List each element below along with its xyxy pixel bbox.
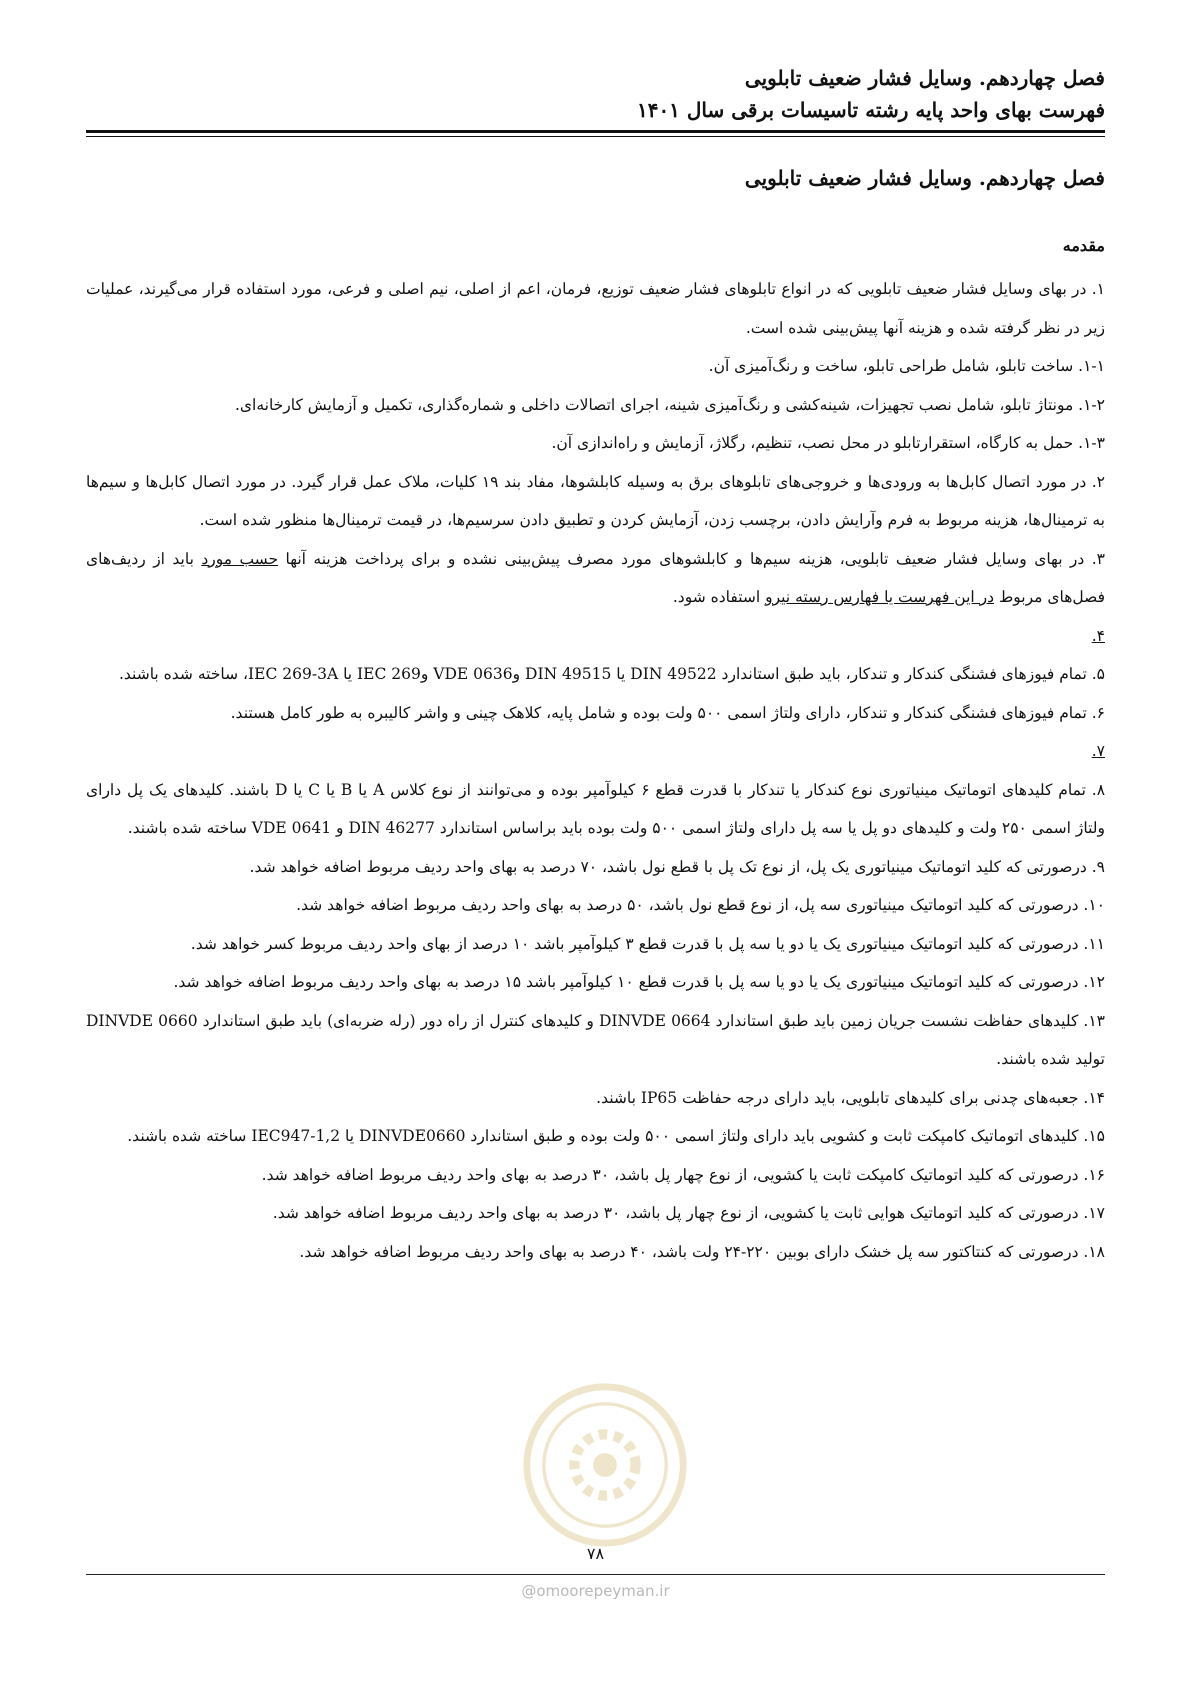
chapter-title: فصل چهاردهم. وسایل فشار ضعیف تابلویی: [744, 166, 1105, 190]
page-number: ۷۸: [586, 1544, 605, 1563]
header-chapter: فصل چهاردهم. وسایل فشار ضعیف تابلویی: [744, 66, 1105, 90]
paragraph-3-text-c: استفاده شود.: [672, 588, 766, 606]
paragraph-3-text-a: ۳. در بهای وسایل فشار ضعیف تابلویی، هزینه سیم‌ها و کابلشوهای مورد مصرف پیش‌بینی نشده و برای پرداخت هزینه آنها: [278, 549, 1105, 568]
paragraph-12: ۱۲. درصورتی که کلید اتوماتیک مینیاتوری یک یا دو یا سه پل با قدرت قطع ۱۰ کیلوآمپر باشد ۱۵ درصد به بهای واحد ردیف مربوط اضافه خواهد شد.: [173, 973, 1105, 991]
paragraph-3: [86, 540, 1105, 617]
paragraph-16: ۱۶. درصورتی که کلید اتوماتیک کامپکت ثابت یا کشویی، از نوع چهار پل باشد، ۳۰ درصد به بهای واحد ردیف مربوط اضافه خواهد شد.: [261, 1165, 1105, 1184]
paragraph-7-removed: ۷.: [1091, 742, 1105, 760]
watermark-url: @omoorepeyman.ir: [521, 1582, 670, 1600]
section-heading-introduction: مقدمه: [1062, 236, 1105, 255]
running-header: [86, 62, 1105, 126]
paragraph-13: ۱۳. کلیدهای حفاظت نشست جریان زمین باید طبق استاندارد DINVDE 0664 و کلیدهای کنترل از راه دور (رله ضربه‌ای) باید طبق استاندارد DINVDE 0660 تولید شده باشند.: [86, 1011, 1105, 1068]
header-rule-thin: [86, 136, 1105, 137]
paragraph-15: ۱۵. کلیدهای اتوماتیک کامپکت ثابت و کشویی باید دارای ولتاژ اسمی ۵۰۰ ولت بوده و طبق استاندارد DINVDE0660 یا IEC947-1,2 ساخته شده باشند.: [127, 1127, 1105, 1145]
paragraph-3-underlined-1: حسب مورد: [201, 549, 279, 568]
paragraph-9: ۹. درصورتی که کلید اتوماتیک مینیاتوری یک پل، از نوع تک پل با قطع نول باشد، ۷۰ درصد به بهای واحد ردیف مربوط اضافه خواهد شد.: [249, 857, 1105, 876]
paragraph-4-removed: ۴.: [1091, 626, 1105, 645]
header-rule-thick: [86, 130, 1105, 133]
paragraph-2: ۲. در مورد اتصال کابل‌ها به ورودی‌ها و خروجی‌های تابلوهای برق به وسیله کابلشوها، مفاد بند ۱۹ کلیات، ملاک عمل قرار گیرد. در مورد اتصال کابل‌ها و سیم‌ها به ترمینال‌ها، هزینه مربوط به فرم وآرایش دادن، برچسب زدن، آزمایش کردن و تطبیق دادن سرسیم‌ها، در قیمت ترمینال‌ها منظور شده است.: [86, 472, 1105, 529]
paragraph-1-3: ۱-۳. حمل به کارگاه، استقرارتابلو در محل نصب، تنظیم، رگلاژ، آزمایش و راه‌اندازی آن.: [551, 434, 1105, 452]
body-text: [86, 270, 1105, 1271]
paragraph-8: ۸. تمام کلیدهای اتوماتیک مینیاتوری نوع کندکار یا تندکار با قدرت قطع ۶ کیلوآمپر بوده و می‌توانند از نوع کلاس A یا B یا C یا D باشند. کلیدهای یک پل دارای ولتاژ اسمی ۲۵۰ ولت و کلیدهای دو پل یا سه پل دارای ولتاژ اسمی ۵۰۰ ولت بوده باید براساس استاندارد DIN 46277 و VDE 0641 ساخته شده باشند.: [86, 780, 1106, 837]
paragraph-1-2: ۱-۲. مونتاژ تابلو، شامل نصب تجهیزات، شینه‌کشی و رنگ‌آمیزی شینه، اجرای اتصالات داخلی و شماره‌گذاری، تکمیل و آزمایش کارخانه‌ای.: [234, 395, 1105, 414]
footer-rule: [86, 1574, 1105, 1575]
paragraph-17: ۱۷. درصورتی که کلید اتوماتیک هوایی ثابت یا کشویی، از نوع چهار پل باشد، ۳۰ درصد به بهای واحد ردیف مربوط اضافه خواهد شد.: [272, 1204, 1105, 1222]
paragraph-3-text-b: باید از ردیف‌های فصل‌های مربوط: [86, 549, 1105, 606]
paragraph-1: ۱. در بهای وسایل فشار ضعیف تابلویی که در انواع تابلوهای فشار ضعیف توزیع، فرمان، اعم از اصلی، نیم اصلی و فرعی، مورد استفاده قرار می‌گیرند، عملیات زیر در نظر گرفته شده و هزینه آنها پیش‌بینی شده است.: [86, 280, 1105, 337]
paragraph-10: ۱۰. درصورتی که کلید اتوماتیک مینیاتوری سه پل، از نوع قطع نول باشد، ۵۰ درصد به بهای واحد ردیف مربوط اضافه خواهد شد.: [296, 896, 1105, 914]
paragraph-1-1: ۱-۱. ساخت تابلو، شامل طراحی تابلو، ساخت و رنگ‌آمیزی آن.: [708, 357, 1105, 375]
paragraph-18: ۱۸. درصورتی که کنتاکتور سه پل خشک دارای بوبین ۲۲۰-۲۴ ولت باشد، ۴۰ درصد به بهای واحد ردیف مربوط اضافه خواهد شد.: [299, 1242, 1105, 1261]
paragraph-11: ۱۱. درصورتی که کلید اتوماتیک مینیاتوری یک یا دو یا سه پل با قدرت قطع ۳ کیلوآمپر باشد ۱۰ درصد از بهای واحد ردیف مربوط کسر خواهد شد.: [190, 934, 1105, 953]
header-document-title: فهرست بهای واحد پایه رشته تاسیسات برقی سال ۱۴۰۱: [636, 98, 1105, 122]
paragraph-6: ۶. تمام فیوزهای فشنگی کندکار و تندکار، دارای ولتاژ اسمی ۵۰۰ ولت بوده و شامل پایه، کلاهک چینی و واشر کالیبره به طور کامل هستند.: [230, 703, 1105, 722]
paragraph-14: ۱۴. جعبه‌های چدنی برای کلیدهای تابلویی، باید دارای درجه حفاظت IP65 باشند.: [596, 1088, 1105, 1107]
seal-watermark-icon: [520, 1380, 690, 1550]
paragraph-5: ۵. تمام فیوزهای فشنگی کندکار و تندکار، باید طبق استاندارد DIN 49522 یا DIN 49515 وVDE 0636 وIEC 269 یا IEC 269-3A، ساخته شده باشند.: [118, 665, 1105, 683]
paragraph-3-underlined-2: در این فهرست یا فهارس رسته نیرو: [765, 588, 995, 606]
